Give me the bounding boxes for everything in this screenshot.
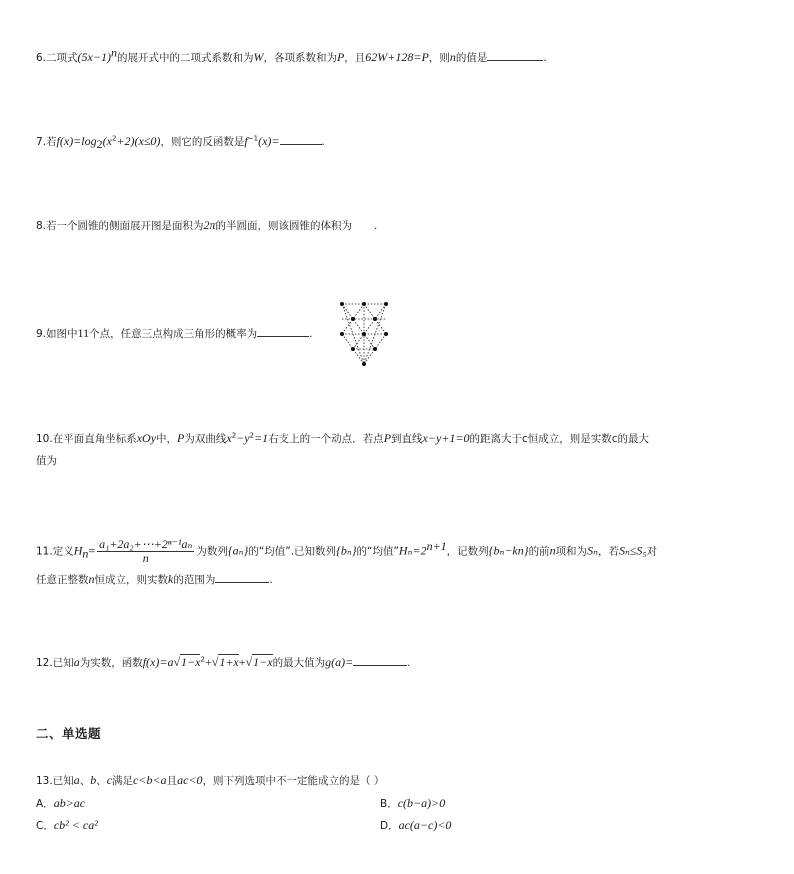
option-a[interactable]: A．ab>ac (36, 796, 86, 810)
grid-dot (340, 302, 344, 306)
question-7: 7.若$f(x)=\log_2(x^2+2)(x\le 0)$，则它的反函数是$f^{-1}(x)=$ . (36, 134, 325, 152)
answer-blank-9[interactable] (257, 325, 309, 337)
grid-dot (362, 362, 366, 366)
grid-dot (373, 347, 377, 351)
answer-blank-12[interactable] (353, 654, 407, 666)
grid-dot (373, 317, 377, 321)
section-heading: 二、单选题 (36, 726, 102, 741)
question-10-line2: 值为 (36, 455, 57, 467)
sqrt-sign: √ (211, 655, 219, 669)
grid-dot (351, 347, 355, 351)
sqrt-sign: √ (173, 655, 181, 669)
question-8: 8.若一个圆锥的侧面展开图是面积为2π的半圆面，则该圆锥的体积为 . (36, 218, 378, 232)
option-c[interactable]: C．cb² < ca² (36, 818, 98, 832)
grid-dot (340, 332, 344, 336)
answer-blank-7[interactable] (280, 133, 322, 145)
question-11: 11.定义$H_n=$ $\frac{\text{a₁+2a₂+⋯+2ⁿ⁻¹aₙ}}{n}$ 为数列{aₙ}的“均值”.已知数列{bₙ}的“均值$”H_n=2^{n+1}$，记数列{bₙ−kn}的前n项和为Sₙ，若Sₙ≤S₅对 (36, 537, 658, 565)
option-d[interactable]: D．ac(a−c)<0 (380, 818, 452, 832)
grid-dot (351, 317, 355, 321)
question-11-line2: 任意正整数n恒成立，则实数k的范围为 . (36, 572, 273, 586)
grid-dot (384, 332, 388, 336)
answer-blank-11[interactable] (215, 571, 269, 583)
question-10: 10.在平面直角坐标系xOy中，P为双曲线$x^2-y^2=1$右支上的一个动点．若点P到直线x−y+1=0的距离大于c恒成立，则是实数c的最大 (36, 431, 650, 445)
grid-dot (362, 302, 366, 306)
question-9: 9.如图中11个点，任意三点构成三角形的概率为 . (36, 326, 313, 340)
grid-dot (362, 332, 366, 336)
triangle-dot-grid-icon (336, 298, 392, 372)
question-12: 12.已知a为实数，函数$f(x)=a√1-x^2+√1+x+√1-x$的最大值为g(a)= . (36, 655, 411, 669)
fraction: $\frac{\text{a₁+2a₂+⋯+2ⁿ⁻¹aₙ}}{n}$ (99, 537, 193, 565)
option-b[interactable]: B．c(b−a)>0 (380, 796, 446, 810)
sqrt-sign: √ (245, 655, 253, 669)
grid-dot (384, 302, 388, 306)
question-6: 6.二项式$(5x-1)^n$的展开式中的二项式系数和为W，各项系数和为P，且62W+128=P，则n的值是 . (36, 45, 547, 64)
question-13: 13.已知a、b、c满足c<b<a且ac<0，则下列选项中不一定能成立的是（ ） (36, 773, 385, 787)
answer-blank-6[interactable] (487, 49, 543, 61)
